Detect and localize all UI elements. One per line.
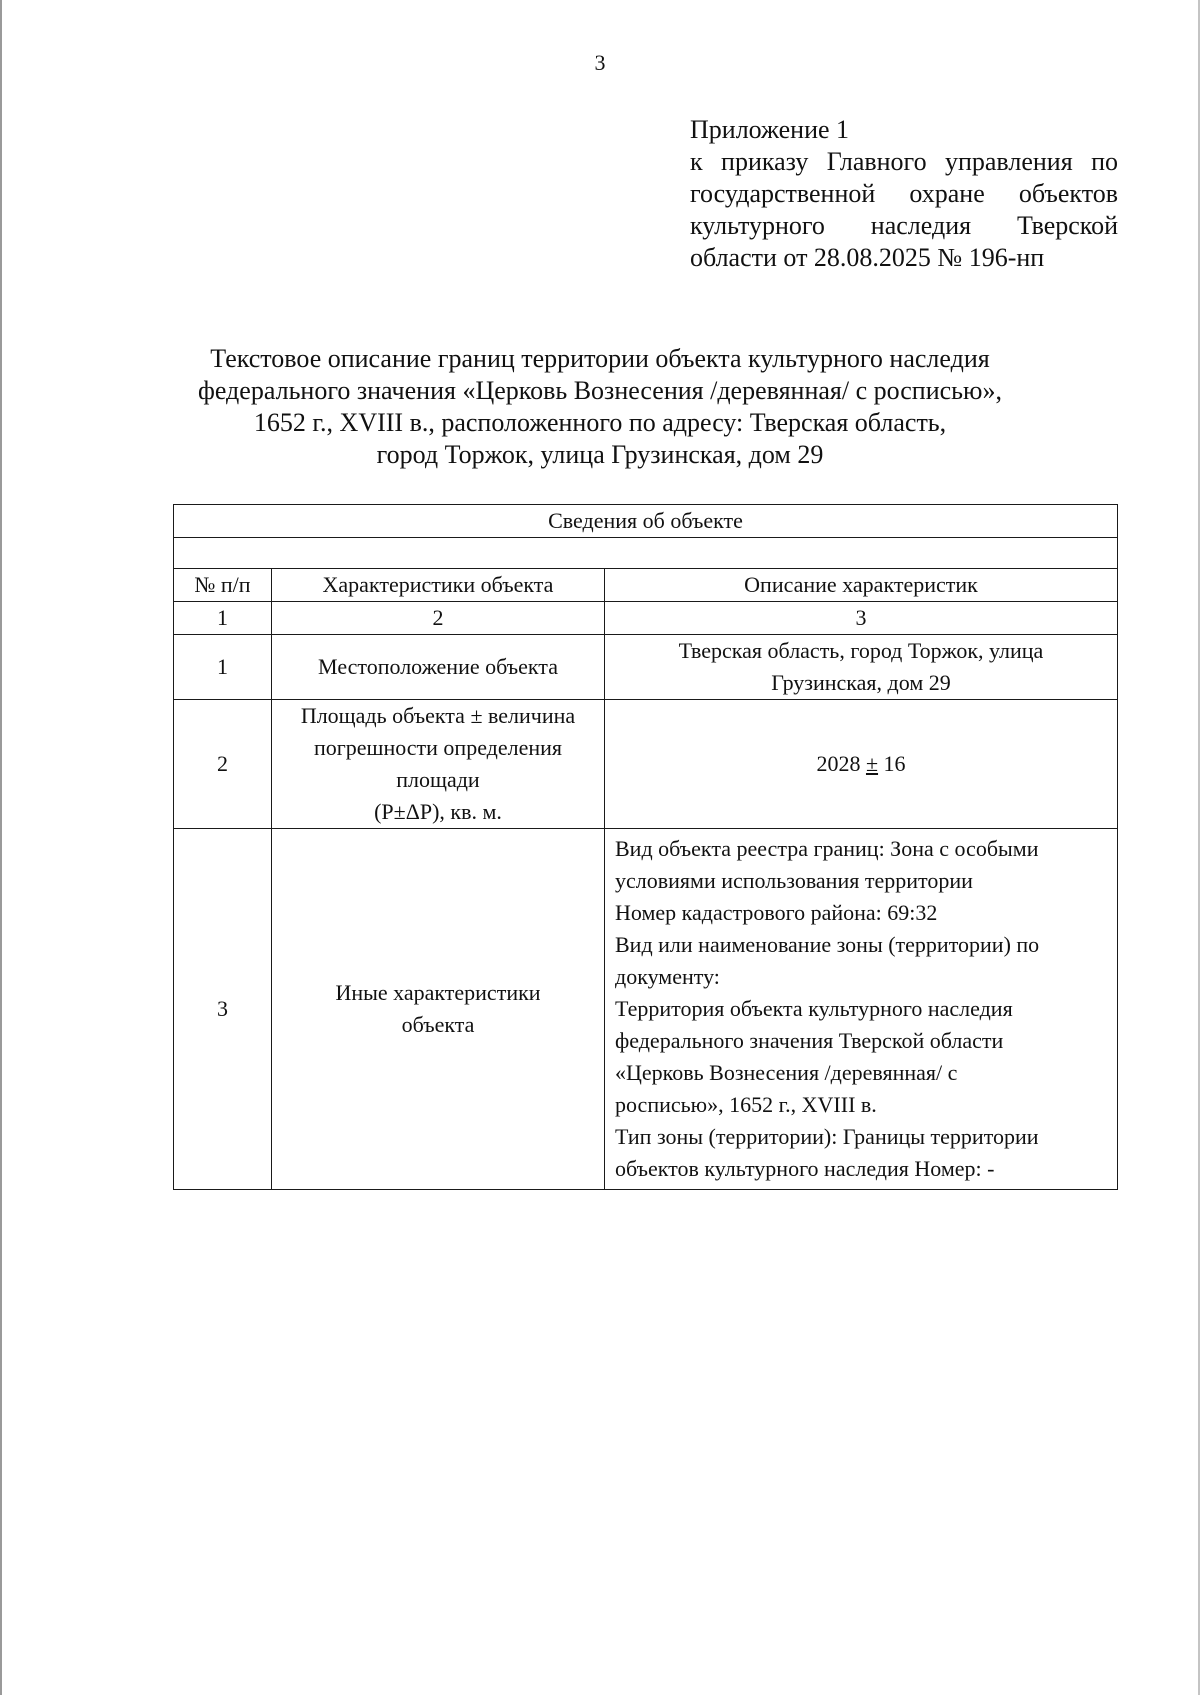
document-title-line: 1652 г., XVIII в., расположенного по адресу: Тверская область,	[253, 408, 947, 437]
area-error: 16	[883, 751, 906, 776]
area-value: 2028	[816, 751, 861, 776]
description-line: росписью», 1652 г., XVIII в.	[615, 1092, 877, 1117]
description-line: объектов культурного наследия Номер: -	[615, 1156, 995, 1181]
column-number-row	[174, 602, 1118, 635]
description-line: Вид или наименование зоны (территории) по	[615, 932, 1040, 957]
appendix-reference: к приказу Главного управления по государственной охране объектов культурного наследия Тверской области от 28.08.2025 № 196-нп	[690, 147, 1118, 272]
description-line: Номер кадастрового района: 69:32	[615, 900, 938, 925]
description-line: федерального значения Тверской области	[615, 1028, 1004, 1053]
characteristic-line: Иные характеристики	[335, 980, 541, 1005]
table-row	[174, 635, 1118, 700]
object-info-table	[173, 504, 1118, 1190]
document-title	[160, 343, 1040, 471]
row-description	[605, 829, 1118, 1190]
row-number: 3	[174, 829, 272, 1190]
characteristic-line: Площадь объекта ± величина	[300, 703, 576, 728]
header-characteristic: Характеристики объекта	[272, 569, 605, 602]
column-number: 3	[605, 602, 1118, 635]
plus-minus-sign: ±	[865, 751, 879, 776]
description-line: «Церковь Вознесения /деревянная/ с	[615, 1060, 958, 1085]
row-characteristic	[272, 700, 605, 829]
row-number: 2	[174, 700, 272, 829]
page-number: 3	[594, 50, 606, 75]
description-line: Тип зоны (территории): Границы территории	[615, 1124, 1039, 1149]
table-caption: Сведения об объекте	[174, 505, 1118, 538]
row-description	[605, 700, 1118, 829]
characteristic-line: погрешности определения	[313, 735, 563, 760]
row-characteristic: Местоположение объекта	[272, 635, 605, 700]
document-title-line: федерального значения «Церковь Вознесения /деревянная/ с росписью»,	[198, 376, 1002, 405]
table-row	[174, 700, 1118, 829]
description-line: Вид объекта реестра границ: Зона с особыми	[615, 836, 1039, 861]
appendix-title: Приложение 1	[690, 115, 850, 144]
characteristic-line: (Р±ΔР), кв. м.	[374, 799, 502, 824]
characteristic-line: объекта	[401, 1012, 475, 1037]
table-empty-row	[174, 538, 1118, 569]
description-line: условиями использования территории	[615, 868, 973, 893]
header-description: Описание характеристик	[605, 569, 1118, 602]
characteristic-line: площади	[396, 767, 480, 792]
row-description	[605, 635, 1118, 700]
row-number: 1	[174, 635, 272, 700]
column-number: 2	[272, 602, 605, 635]
description-line: документу:	[615, 964, 720, 989]
scan-left-edge	[0, 0, 2, 1695]
document-title-line: город Торжок, улица Грузинская, дом 29	[376, 440, 824, 469]
description-line: Грузинская, дом 29	[771, 670, 951, 695]
header-number: № п/п	[174, 569, 272, 602]
column-number: 1	[174, 602, 272, 635]
document-title-line: Текстовое описание границ территории объекта культурного наследия	[210, 344, 990, 373]
row-characteristic	[272, 829, 605, 1190]
description-line: Территория объекта культурного наследия	[615, 996, 1013, 1021]
description-line: Тверская область, город Торжок, улица	[678, 638, 1044, 663]
table-row	[174, 829, 1118, 1190]
appendix-block	[690, 114, 1118, 274]
table-header-row	[174, 569, 1118, 602]
